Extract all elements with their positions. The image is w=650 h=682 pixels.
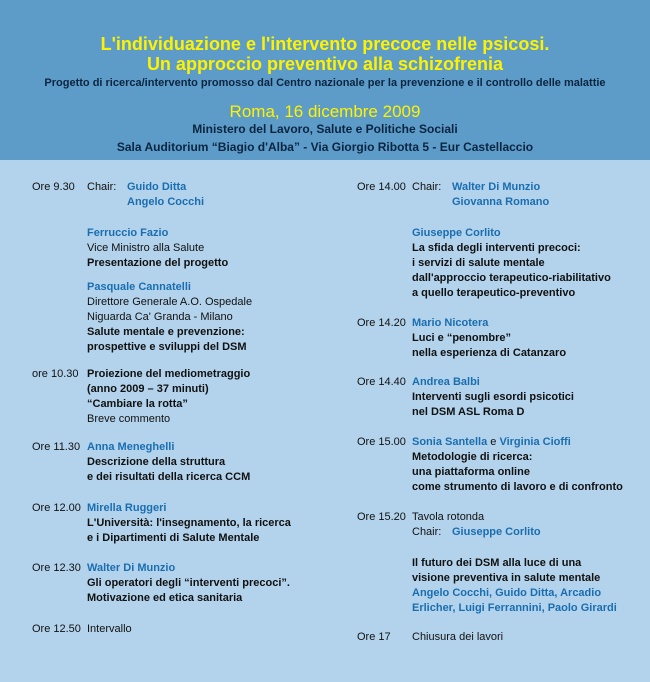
speaker-name: Walter Di Munzio [87,562,176,574]
talk-title: Metodologie di ricerca: [412,451,533,463]
venue-line-1: Ministero del Lavoro, Salute e Politiche Sociali [192,122,458,136]
talk-title: Luci e “penombre” [412,332,512,344]
speaker-name: Anna Meneghelli [87,441,175,453]
chair-name: Angelo Cocchi [127,196,205,208]
talk-title: nel DSM ASL Roma D [412,406,525,418]
chair-label: Chair: [412,526,442,538]
round-table-topic: visione preventiva in salute mentale [412,572,601,584]
session-time: Ore 12.30 [32,562,81,574]
session-1200 [32,501,332,546]
header [0,0,650,160]
speaker-name: Giuseppe Corlito [412,227,501,239]
talk-title: prospettive e sviluppi del DSM [87,341,247,353]
session-time: Ore 14.20 [357,317,406,329]
venue-line-2: Sala Auditorium “Biagio d'Alba” - Via Giorgio Ribotta 5 - Eur Castellaccio [116,140,534,154]
break-label: Intervallo [87,623,132,635]
session-time: Ore 12.50 [32,623,81,635]
speaker-role: Vice Ministro alla Salute [87,242,205,254]
talk-title: Descrizione della struttura [87,456,226,468]
closing-label: Chiusura dei lavori [412,631,504,643]
talk-title: a quello terapeutico-preventivo [412,287,576,299]
speaker-role: Niguarda Ca' Granda - Milano [87,311,233,323]
talk-title: una piattaforma online [412,466,530,478]
session-1130 [32,440,332,485]
title-line-2: Un approccio preventivo alla schizofrenia [146,54,504,74]
session-0930 [32,180,332,210]
talk-title: e i Dipartimenti di Salute Mentale [87,532,260,544]
screening-title: Proiezione del mediometraggio [87,368,251,380]
chair-name: Guido Ditta [127,181,187,193]
session-time: ore 10.30 [32,368,79,380]
session-time: Ore 14.40 [357,376,406,388]
talk-title: L'Università: l'insegnamento, la ricerca [87,517,291,529]
session-1420 [357,316,647,361]
session-time: Ore 15.00 [357,436,406,448]
talk-title: La sfida degli interventi precoci: [412,242,581,254]
title-line-1: L'individuazione e l'intervento precoce nelle psicosi. [100,34,550,54]
chair-name: Giovanna Romano [452,196,550,208]
speaker-name: Andrea Balbi [412,376,480,388]
speaker-name: Mirella Ruggeri [87,502,167,514]
chair-name: Giuseppe Corlito [452,526,541,538]
talk-cannatelli [32,280,332,355]
session-1400 [357,180,647,210]
speaker-name: Virginia Cioffi [499,436,571,448]
film-title: “Cambiare la rotta” [87,398,188,410]
session-time: Ore 9.30 [32,181,75,193]
chair-name: Walter Di Munzio [452,181,541,193]
subtitle: Progetto di ricerca/intervento promosso dal Centro nazionale per la prevenzione e il controllo delle malattie [44,77,606,89]
session-time: Ore 17 [357,631,391,643]
talk-title: come strumento di lavoro e di confronto [412,481,623,493]
round-table-details [357,556,647,616]
session-time: Ore 14.00 [357,181,406,193]
session-1250 [32,622,332,637]
speaker-name: Ferruccio Fazio [87,227,169,239]
talk-corlito [357,226,647,301]
screening-details: (anno 2009 – 37 minuti) [87,383,209,395]
session-time: Ore 11.30 [32,441,81,453]
talk-title: Presentazione del progetto [87,257,229,269]
speaker-name: Sonia Santella [412,436,488,448]
chair-label: Chair: [87,181,117,193]
session-time: Ore 12.00 [32,502,81,514]
round-table-topic: Il futuro dei DSM alla luce di una [412,557,582,569]
talk-fazio [32,226,332,271]
round-table-label: Tavola rotonda [412,511,485,523]
event-date: Roma, 16 dicembre 2009 [229,102,421,121]
conjunction: e [490,436,497,448]
screening-note: Breve commento [87,413,171,425]
session-1030 [32,367,332,427]
speaker-name: Pasquale Cannatelli [87,281,191,293]
talk-title: Salute mentale e prevenzione: [87,326,245,338]
program-right-column [357,180,647,645]
speaker-role: Direttore Generale A.O. Ospedale [87,296,253,308]
panelists: Angelo Cocchi, Guido Ditta, Arcadio [412,587,602,599]
session-1700 [357,630,647,645]
chair-label: Chair: [412,181,442,193]
session-1500 [357,435,647,495]
session-time: Ore 15.20 [357,511,406,523]
talk-title: e dei risultati della ricerca CCM [87,471,251,483]
talk-title: Interventi sugli esordi psicotici [412,391,574,403]
session-1440 [357,375,647,420]
panelists: Erlicher, Luigi Ferrannini, Paolo Girardi [412,602,617,614]
talk-title: dall'approccio terapeutico-riabilitativo [412,272,611,284]
talk-title: Motivazione ed etica sanitaria [87,592,243,604]
talk-title: i servizi di salute mentale [412,257,545,269]
session-1520 [357,510,647,540]
session-1230 [32,561,332,606]
talk-title: nella esperienza di Catanzaro [412,347,567,359]
talk-title: Gli operatori degli “interventi precoci”. [87,577,290,589]
program-left-column [32,180,332,637]
speaker-name: Mario Nicotera [412,317,489,329]
